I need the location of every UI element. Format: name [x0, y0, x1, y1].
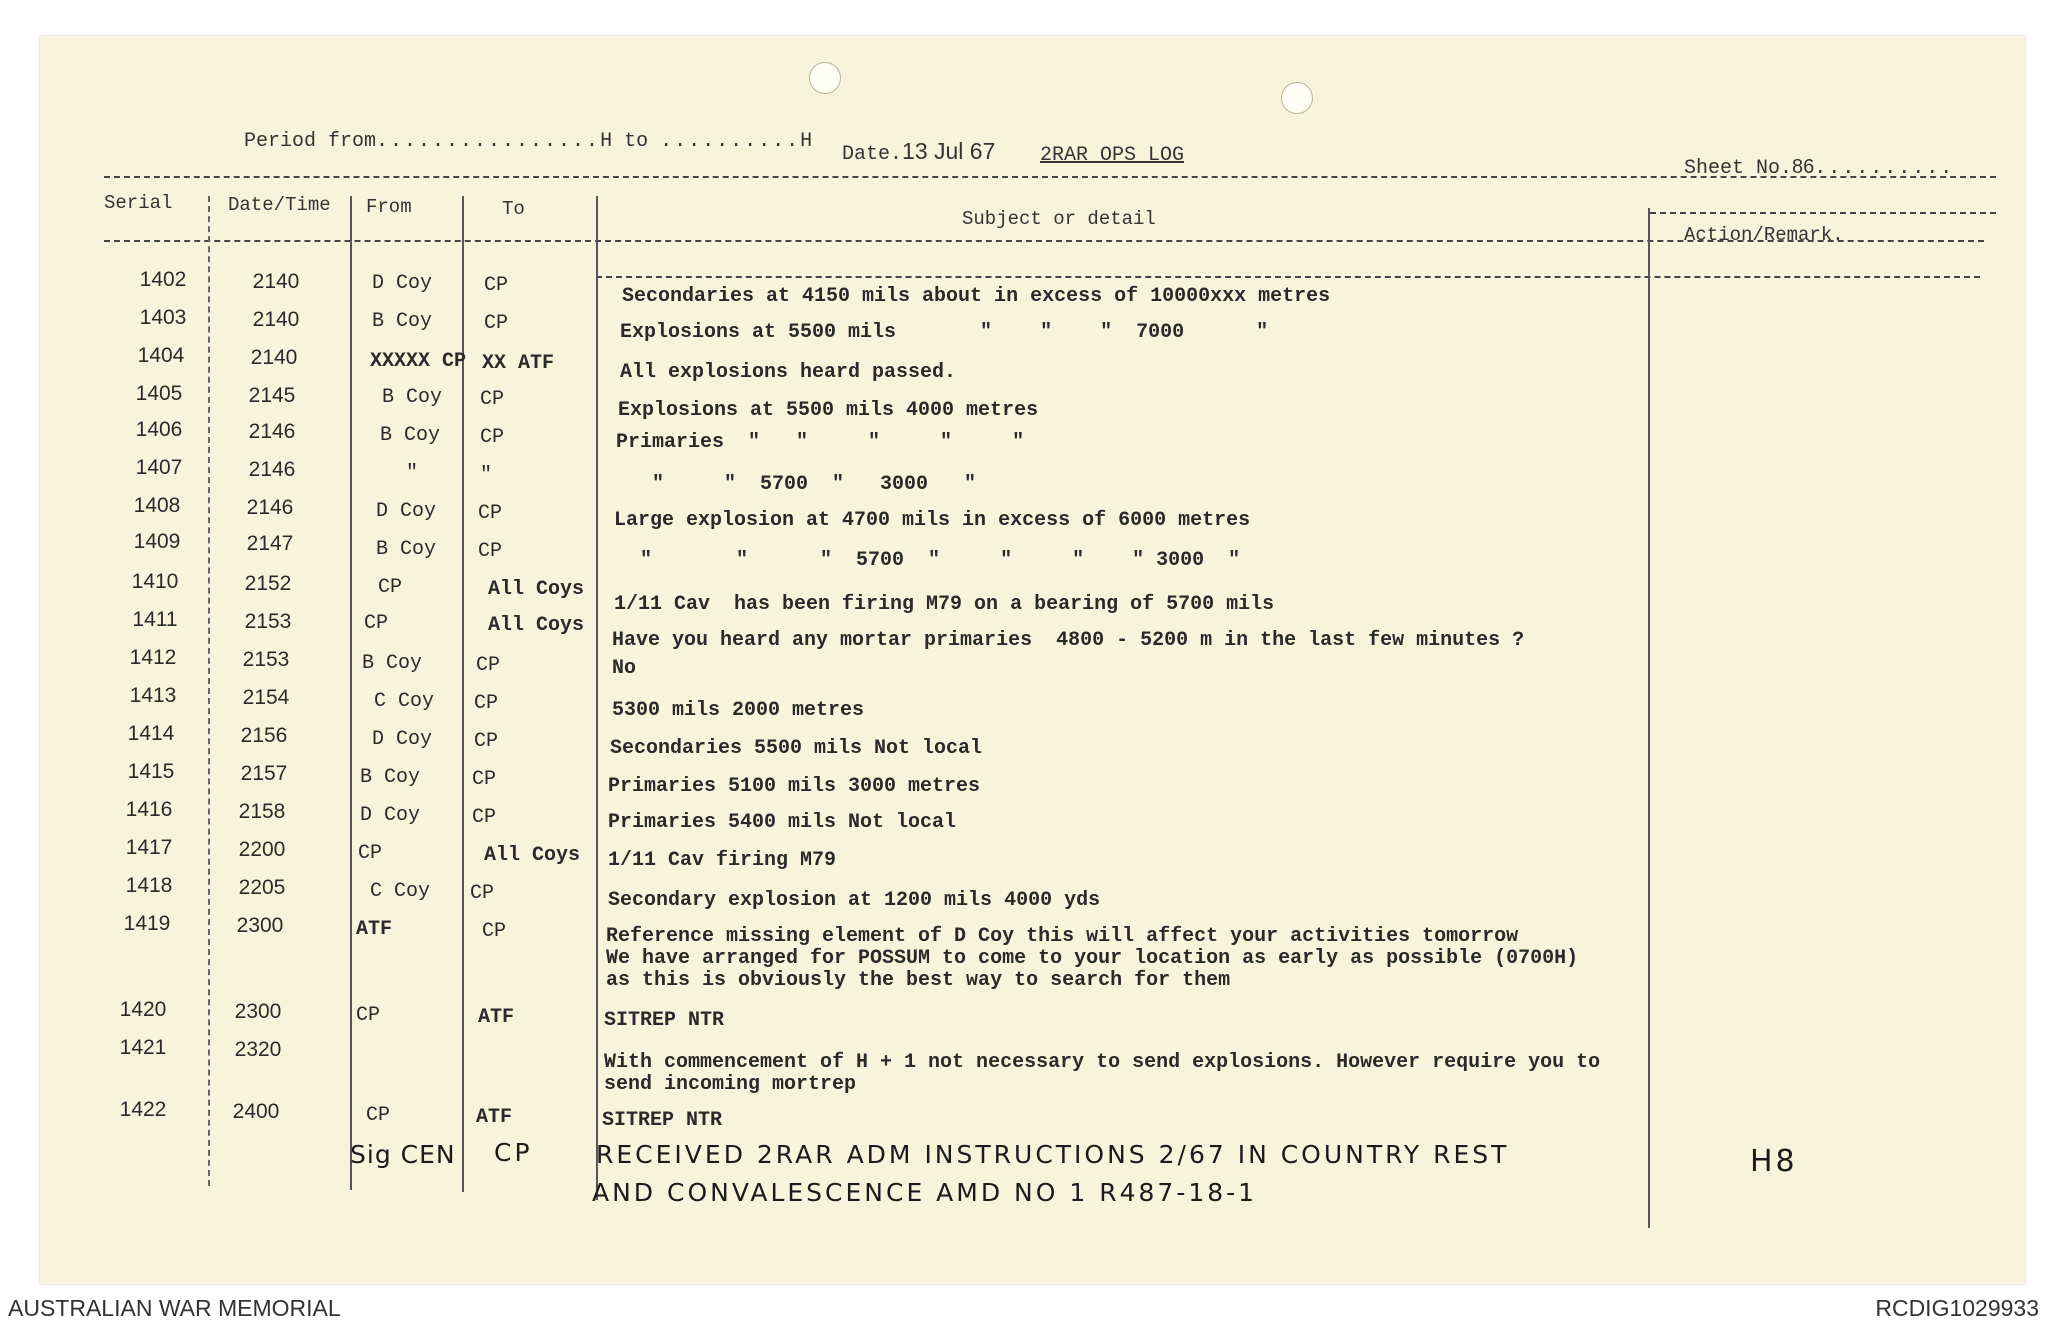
date-value: 13 Jul 67 [902, 138, 996, 164]
serial: 1406 [135, 418, 183, 441]
handwritten-line-1: RECEIVED 2RAR ADM INSTRUCTIONS 2/67 IN COUNTRY REST [596, 1140, 1510, 1169]
to: CP [478, 502, 503, 525]
to: CP [474, 692, 499, 715]
serial: 1422 [119, 1098, 167, 1121]
serial: 1402 [139, 268, 187, 291]
period-h-to: H to [600, 130, 649, 153]
date-time: 2153 [242, 648, 290, 671]
serial: 1404 [137, 344, 185, 367]
divider-from [462, 196, 464, 1192]
serial: 1409 [133, 530, 181, 553]
date-time: 2200 [238, 838, 286, 861]
to: CP [484, 274, 509, 297]
handwritten-remark: H8 [1750, 1144, 1798, 1179]
serial: 1420 [119, 998, 167, 1021]
column-action: Action/Remark. [1684, 224, 1844, 246]
date-time: 2145 [248, 384, 296, 407]
sheet-value: 86 [1792, 156, 1815, 178]
detail: With commencement of H + 1 not necessary to send explosions. However require you to send incoming mortrep [604, 1051, 1601, 1096]
detail: Primaries 5400 mils Not local [608, 811, 957, 834]
serial: 1405 [135, 382, 183, 405]
detail: Secondaries at 4150 mils about in excess of 10000xxx metres [622, 285, 1331, 308]
from: B Coy [376, 538, 437, 561]
detail: Have you heard any mortar primaries 4800 - 5200 m in the last few minutes ? [612, 629, 1525, 652]
date-time: 2152 [244, 572, 292, 595]
date-time: 2300 [236, 914, 284, 937]
from: C Coy [374, 690, 435, 713]
detail: No [612, 657, 637, 680]
to: ATF [478, 1006, 515, 1029]
detail: " " " 5700 " " " " 3000 " [616, 549, 1241, 572]
detail: Explosions at 5500 mils " " " 7000 " [620, 321, 1269, 344]
header-bottom-rule-2 [596, 276, 1980, 278]
date-time: 2320 [234, 1038, 282, 1061]
date-time: 2156 [240, 724, 288, 747]
detail: 1/11 Cav firing M79 [608, 849, 837, 872]
date-time: 2140 [252, 308, 300, 331]
to: CP [480, 426, 505, 449]
handwritten-line-2: AND CONVALESCENCE AMD NO 1 R487-18-1 [592, 1178, 1258, 1207]
date-time: 2158 [238, 800, 286, 823]
punch-hole-left [809, 62, 841, 94]
to: CP [482, 920, 507, 943]
column-to: To [502, 198, 525, 220]
from: CP [356, 1004, 381, 1027]
column-header-rule [1650, 212, 1996, 214]
detail: 1/11 Cav has been firing M79 on a bearing of 5700 mils [614, 593, 1275, 616]
punch-hole-right [1281, 82, 1313, 114]
to: All Coys [488, 578, 585, 601]
from: B Coy [362, 652, 423, 675]
date-time: 2157 [240, 762, 288, 785]
from: CP [358, 842, 383, 865]
date-time: 2146 [248, 458, 296, 481]
to: " [480, 464, 493, 487]
from: " [406, 462, 419, 485]
footer-record-id: RCDIG1029933 [1875, 1295, 2039, 1321]
divider-datetime [350, 196, 352, 1190]
from: D Coy [360, 804, 421, 827]
date-time: 2140 [252, 270, 300, 293]
serial: 1417 [125, 836, 173, 859]
detail: Primaries 5100 mils 3000 metres [608, 775, 981, 798]
from: D Coy [372, 728, 433, 751]
serial: 1415 [127, 760, 175, 783]
from: D Coy [376, 500, 437, 523]
to: All Coys [484, 844, 581, 867]
from: CP [378, 576, 403, 599]
serial: 1418 [125, 874, 173, 897]
to: CP [476, 654, 501, 677]
detail: Large explosion at 4700 mils in excess of 6000 metres [614, 509, 1251, 532]
detail: " " 5700 " 3000 " [616, 473, 977, 496]
to: ATF [476, 1106, 513, 1129]
date-time: 2205 [238, 876, 286, 899]
from: CP [366, 1104, 391, 1127]
from: B Coy [382, 386, 443, 409]
serial: 1419 [123, 912, 171, 935]
period-h: H [800, 130, 813, 153]
date-time: 2146 [248, 420, 296, 443]
from: ATF [356, 918, 393, 941]
date-time: 2154 [242, 686, 290, 709]
top-rule [104, 176, 1996, 178]
detail: Reference missing element of D Coy this will affect your activities tomorrow We have arranged for POSSUM to come to your location as early as possible (0700H) as this is obviously the best way to search for them [606, 925, 1579, 992]
divider-action [1648, 208, 1650, 1228]
from: B Coy [360, 766, 421, 789]
to: CP [474, 730, 499, 753]
to: CP [472, 768, 497, 791]
date-time: 2147 [246, 532, 294, 555]
date-time: 2153 [244, 610, 292, 633]
serial: 1421 [119, 1036, 167, 1059]
serial: 1412 [129, 646, 177, 669]
serial: 1411 [132, 608, 178, 631]
from: XXXXX CP [370, 350, 467, 373]
date-time: 2400 [232, 1100, 280, 1123]
to: CP [484, 312, 509, 335]
date-label: Date [842, 143, 891, 166]
from: B Coy [372, 310, 433, 333]
sheet-number: Sheet No.86.......... [1684, 156, 1955, 180]
serial: 1413 [129, 684, 177, 707]
sheet-label: Sheet No. [1684, 157, 1793, 180]
detail: SITREP NTR [602, 1109, 723, 1132]
to: CP [472, 806, 497, 829]
detail: Secondary explosion at 1200 mils 4000 yds [608, 889, 1101, 912]
detail: Explosions at 5500 mils 4000 metres [618, 399, 1039, 422]
column-from: From [366, 196, 412, 218]
serial: 1407 [135, 456, 183, 479]
column-serial: Serial [104, 192, 173, 214]
detail: SITREP NTR [604, 1009, 725, 1032]
period-from-label: Period from [244, 130, 377, 153]
date-field: Date.13 Jul 67 [842, 138, 996, 166]
detail: All explosions heard passed. [620, 361, 957, 384]
detail: 5300 mils 2000 metres [612, 699, 865, 722]
column-subject: Subject or detail [962, 208, 1156, 230]
serial: 1414 [127, 722, 175, 745]
serial: 1403 [139, 306, 187, 329]
divider-to [596, 196, 598, 1200]
footer-institution: AUSTRALIAN WAR MEMORIAL [8, 1295, 341, 1321]
from: CP [364, 612, 389, 635]
column-datetime: Date/Time [228, 194, 331, 216]
from: B Coy [380, 424, 441, 447]
detail: Secondaries 5500 mils Not local [610, 737, 983, 760]
to: XX ATF [482, 352, 555, 375]
handwritten-from: Sig CEN [350, 1140, 456, 1169]
serial: 1410 [131, 570, 179, 593]
to: All Coys [488, 614, 585, 637]
log-title: 2RAR OPS LOG [1040, 144, 1185, 167]
from: D Coy [372, 272, 433, 295]
detail: Primaries " " " " " [616, 431, 1025, 454]
date-time: 2146 [246, 496, 294, 519]
from: C Coy [370, 880, 431, 903]
date-time: 2300 [234, 1000, 282, 1023]
serial: 1416 [125, 798, 173, 821]
to: CP [478, 540, 503, 563]
serial: 1408 [133, 494, 181, 517]
period-from: Period from................H to ..........H [244, 130, 813, 153]
date-time: 2140 [250, 346, 298, 369]
handwritten-to: CP [494, 1138, 533, 1167]
to: CP [480, 388, 505, 411]
to: CP [470, 882, 495, 905]
